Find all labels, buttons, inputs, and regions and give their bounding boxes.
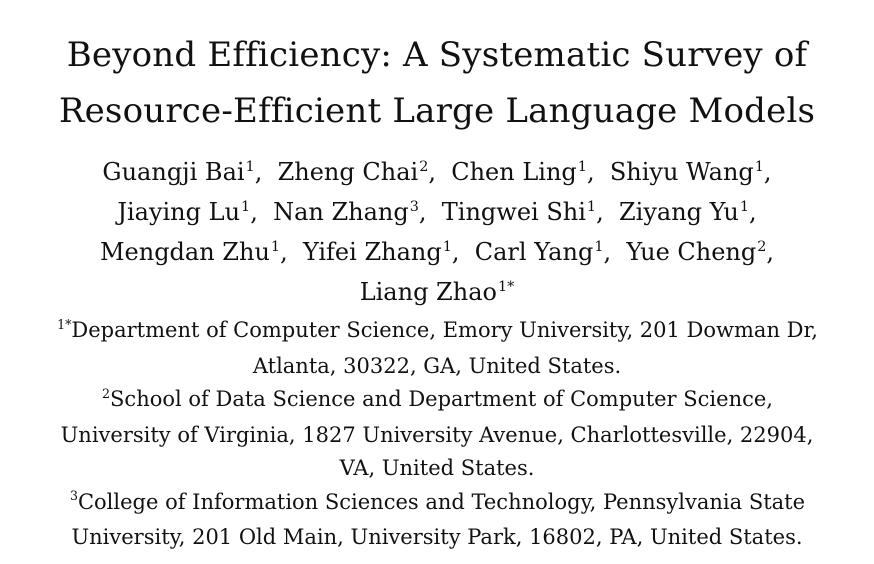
author-name: Guangji Bai (102, 158, 245, 186)
author (303, 238, 452, 266)
author-name: Shiyu Wang (609, 158, 754, 186)
author-name: Chen Ling (451, 158, 577, 186)
author-name: Jiaying Lu (117, 198, 241, 226)
author-name: Yue Cheng (626, 238, 757, 266)
affiliation-mark: 3 (69, 488, 78, 504)
author (360, 278, 515, 306)
author-affiliation-mark: 3 (409, 198, 419, 215)
author (610, 158, 764, 186)
author-name: Mengdan Zhu (99, 238, 270, 266)
author-affiliation-mark: 1 (241, 198, 251, 215)
author (273, 198, 419, 226)
author-affiliation-mark: 1 (754, 158, 764, 175)
affiliation-2-line-1 (0, 383, 874, 419)
author-line-4 (0, 274, 874, 314)
author-affiliation-mark: 2 (757, 238, 767, 255)
affiliation-text: Department of Computer Science, Emory University, 201 Dowman Dr, (71, 318, 818, 342)
author-name: Nan Zhang (273, 198, 409, 226)
author-affiliation-mark: 1 (442, 238, 452, 255)
author (475, 238, 604, 266)
author (442, 198, 596, 226)
affiliation-3-line-1 (0, 486, 874, 522)
affiliation-list (0, 314, 874, 555)
author-name: Carl Yang (474, 238, 594, 266)
paper-title (0, 27, 874, 139)
affiliation-mark: 2 (102, 385, 111, 401)
affiliation-1-line-2: Atlanta, 30322, GA, United States. (252, 353, 622, 378)
author-affiliation-mark: 1 (577, 158, 587, 175)
author-name: Ziyang Yu (618, 198, 739, 226)
author-name: Yifei Zhang (302, 238, 442, 266)
affiliation-3-line-2: University, 201 Old Main, University Park, 16802, PA, United States. (71, 525, 803, 549)
author-list (0, 154, 874, 314)
author-line-3: Mengdan Zhu$^1$, Yifei Zhang$^1$, Carl Yang$^1$, Yue Cheng$^2$, (99, 238, 775, 266)
author-affiliation-mark: 1 (739, 198, 750, 215)
author (100, 238, 280, 266)
author (278, 158, 429, 186)
author (102, 158, 254, 186)
author-affiliation-mark: 1 (245, 158, 255, 175)
affiliation-2-line-2: University of Virginia, 1827 University Avenue, Charlottesville, 22904, (60, 422, 814, 447)
author-affiliation-mark: 1* (497, 278, 515, 295)
title-line-2: Resource-Efficient Large Language Models (58, 90, 816, 131)
author-line-1: Guangji Bai$^1$, Zheng Chai$^2$, Chen Ling$^1$, Shiyu Wang$^1$, (102, 158, 772, 186)
author-affiliation-mark: 1 (270, 238, 281, 255)
author (117, 198, 250, 226)
author (626, 238, 766, 266)
author-line-2: Jiaying Lu$^1$, Nan Zhang$^3$, Tingwei Shi$^1$, Ziyang Yu$^1$, (117, 198, 757, 226)
affiliation-2-line-3: VA, United States. (339, 456, 535, 480)
author (451, 158, 587, 186)
affiliation-1-line-1 (0, 314, 874, 350)
author-name: Liang Zhao (359, 278, 497, 306)
author-name: Zheng Chai (277, 158, 419, 186)
affiliation-mark: 1* (57, 316, 72, 332)
affiliation-text: School of Data Science and Department of Computer Science, (110, 387, 773, 411)
author-affiliation-mark: 2 (419, 158, 429, 175)
author-name: Tingwei Shi (441, 198, 586, 226)
author (619, 198, 749, 226)
author-affiliation-mark: 1 (594, 238, 604, 255)
affiliation-text: College of Information Sciences and Technology, Pennsylvania State (77, 489, 806, 514)
title-line-1: Beyond Efficiency: A Systematic Survey of (66, 34, 808, 75)
author-affiliation-mark: 1 (586, 198, 597, 215)
